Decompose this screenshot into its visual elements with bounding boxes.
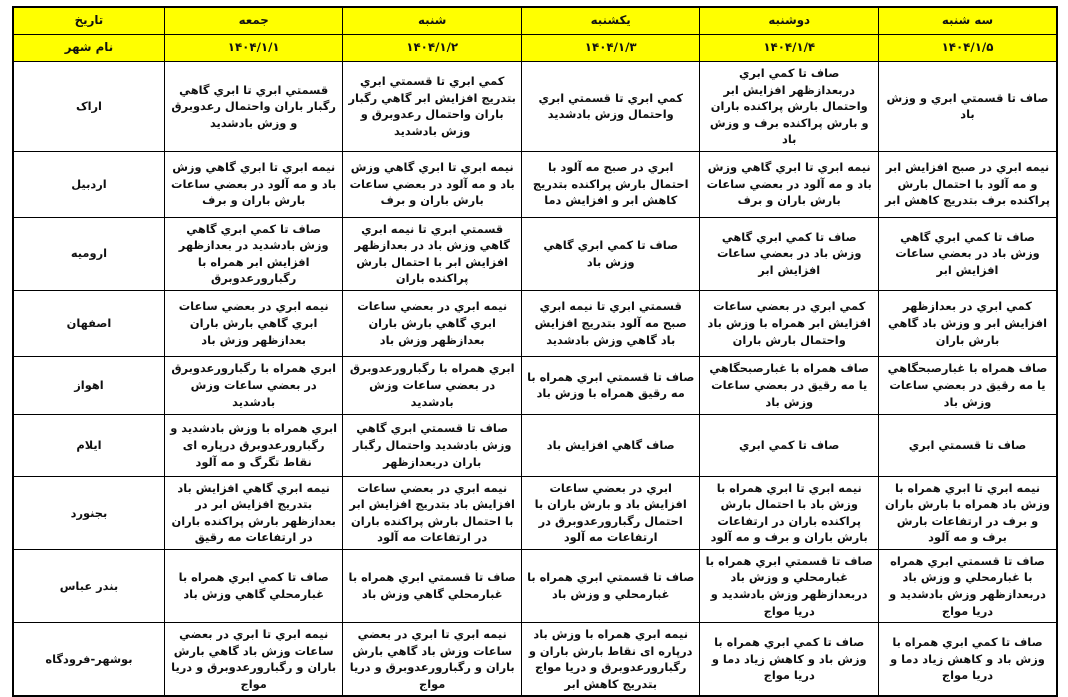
forecast-cell: صاف تا كمي ابري همراه با غبارمحلي گاهي وزش باد: [164, 549, 343, 622]
forecast-cell: صاف تا كمي ابري گاهي وزش باد در بعضي ساعات افزایش ابر: [700, 217, 879, 290]
forecast-cell: صاف همراه با غبارصبحگاهي یا مه رقیق در بعضي ساعات وزش باد: [878, 356, 1057, 414]
forecast-cell: صاف همراه با غبارصبحگاهي یا مه رقیق در بعضي ساعات وزش باد: [700, 356, 879, 414]
forecast-cell: صاف تا قسمتي ابري همراه با غبارمحلي و وزش باد دربعدازظهر وزش بادشدید و دریا مواج: [700, 549, 879, 622]
table-row: [13, 414, 1057, 476]
forecast-cell: كمي ابري در بعضي ساعات افزایش ابر همراه با وزش باد واحتمال بارش باران: [700, 290, 879, 356]
header-date-3: ۱۴۰۴/۱/۲: [343, 35, 522, 62]
city-name-cell: اراک: [13, 62, 164, 152]
forecast-cell: صاف تا قسمتي ابري: [878, 414, 1057, 476]
forecast-cell: صاف تا كمي ابري همراه با وزش باد و كاهش زیاد دما و دریا مواج: [878, 623, 1057, 697]
city-name-cell: ایلام: [13, 414, 164, 476]
city-name-cell: بندر عباس: [13, 549, 164, 622]
forecast-cell: نیمه ابري در صبح افزایش ابر و مه آلود با احتمال بارش پراكنده برف بتدریج كاهش ابر: [878, 151, 1057, 217]
header-day-name-0: سه شنبه: [878, 7, 1057, 35]
table-body: [13, 62, 1057, 697]
table-row: [13, 356, 1057, 414]
table-row: [13, 549, 1057, 622]
forecast-cell: قسمتي ابري تا نیمه ابري صبح مه آلود بتدریج افزایش باد گاهي وزش بادشدید: [521, 290, 700, 356]
forecast-cell: صاف تا كمي ابري همراه با وزش باد و كاهش زیاد دما و دریا مواج: [700, 623, 879, 697]
header-row-day-names: [13, 7, 1057, 35]
header-city-label: نام شهر: [13, 35, 164, 62]
forecast-cell: نیمه ابري در بعضي ساعات ابري گاهي بارش باران بعدازظهر وزش باد: [343, 290, 522, 356]
city-name-cell: اصفهان: [13, 290, 164, 356]
forecast-cell: صاف تا كمي ابري دربعدازظهر افزایش ابر واحتمال بارش پراكنده باران و بارش پراكنده برف و وزش باد: [700, 62, 879, 152]
city-name-cell: بجنورد: [13, 476, 164, 549]
forecast-cell: صاف تا قسمتي ابري همراه با مه رقیق همراه با وزش باد: [521, 356, 700, 414]
forecast-cell: نیمه ابري در بعضي ساعات افزایش باد بتدریج افزایش ابر با احتمال بارش پراكنده باران در ارتفاعات مه آلود: [343, 476, 522, 549]
forecast-cell: نیمه ابري تا ابري در بعضي ساعات وزش باد گاهي بارش باران و رگبارورعدوبرق و دریا مواج: [164, 623, 343, 697]
forecast-cell: نیمه ابري تا ابري همراه با وزش باد با احتمال بارش پراكنده باران در ارتفاعات بارش باران و برف و مه آلود: [700, 476, 879, 549]
forecast-cell: ابري در بعضي ساعات افزایش باد و بارش باران با احتمال رگبارورعدوبرق در ارتفاعات مه آلود: [521, 476, 700, 549]
forecast-cell: ابري همراه با رگبارورعدوبرق در بعضي ساعات وزش بادشدید: [164, 356, 343, 414]
forecast-cell: كمي ابري تا قسمتي ابري واحتمال وزش بادشدید: [521, 62, 700, 152]
city-name-cell: اهواز: [13, 356, 164, 414]
weather-forecast-table: [12, 6, 1058, 697]
forecast-cell: صاف تا قسمتي ابري همراه با غبارمحلي و وزش باد دربعدازظهر وزش بادشدید و دریا مواج: [878, 549, 1057, 622]
header-date-label: تاریخ: [13, 7, 164, 35]
header-day-name-4: جمعه: [164, 7, 343, 35]
forecast-cell: صاف تا كمي ابري: [700, 414, 879, 476]
city-name-cell: ارومیه: [13, 217, 164, 290]
header-day-name-2: یکشنبه: [521, 7, 700, 35]
city-name-cell: اردبیل: [13, 151, 164, 217]
table-row: [13, 290, 1057, 356]
city-name-cell: بوشهر-فرودگاه: [13, 623, 164, 697]
forecast-cell: صاف تا قسمتي ابري همراه با غبارمحلي و وزش باد: [521, 549, 700, 622]
forecast-cell: نیمه ابري تا ابري در بعضي ساعات وزش باد گاهي بارش باران و رگبارورعدوبرق و دریا مواج: [343, 623, 522, 697]
forecast-cell: صاف تا قسمتي ابري همراه با غبارمحلي گاهي وزش باد: [343, 549, 522, 622]
header-date-4: ۱۴۰۴/۱/۱: [164, 35, 343, 62]
table-header: [13, 7, 1057, 62]
forecast-cell: صاف تا كمي ابري گاهي وزش باد: [521, 217, 700, 290]
header-day-name-3: شنبه: [343, 7, 522, 35]
forecast-cell: نیمه ابري تا ابري گاهي وزش باد و مه آلود در بعضي ساعات بارش باران و برف: [164, 151, 343, 217]
header-date-2: ۱۴۰۴/۱/۳: [521, 35, 700, 62]
table-row: [13, 151, 1057, 217]
forecast-cell: صاف گاهي افزایش باد: [521, 414, 700, 476]
forecast-cell: صاف تا قسمتي ابري گاهي وزش بادشدید واحتمال رگبار باران دربعدازظهر: [343, 414, 522, 476]
forecast-cell: صاف تا قسمتي ابري و وزش باد: [878, 62, 1057, 152]
table-row: [13, 623, 1057, 697]
forecast-cell: صاف تا كمي ابري گاهي وزش باد در بعضي ساعات افزایش ابر: [878, 217, 1057, 290]
header-date-0: ۱۴۰۴/۱/۵: [878, 35, 1057, 62]
forecast-cell: نیمه ابري تا ابري همراه با وزش باد همراه با بارش باران و برف در ارتفاعات بارش برف و مه آلود: [878, 476, 1057, 549]
header-row-dates: [13, 35, 1057, 62]
forecast-cell: نیمه ابري همراه با وزش باد درپاره ای نقاط بارش باران و رگبارورعدوبرق و دریا مواج بتدریج كاهش ابر: [521, 623, 700, 697]
header-day-name-1: دوشنبه: [700, 7, 879, 35]
forecast-cell: كمي ابري تا قسمتي ابري بتدریج افزایش ابر گاهي رگبار باران واحتمال رعدوبرق و وزش بادشدید: [343, 62, 522, 152]
forecast-cell: نیمه ابري در بعضي ساعات ابري گاهي بارش باران بعدازظهر وزش باد: [164, 290, 343, 356]
forecast-cell: كمي ابري در بعدازظهر افزایش ابر و وزش باد گاهي بارش باران: [878, 290, 1057, 356]
forecast-cell: نیمه ابري تا ابري گاهي وزش باد و مه آلود در بعضي ساعات بارش باران و برف: [343, 151, 522, 217]
header-date-1: ۱۴۰۴/۱/۴: [700, 35, 879, 62]
forecast-cell: ابري همراه با وزش بادشدید و رگبارورعدوبرق درپاره ای نقاط تگرگ و مه آلود: [164, 414, 343, 476]
forecast-cell: ابري در صبح مه آلود با احتمال بارش پراكنده بتدریج كاهش ابر و افزایش دما: [521, 151, 700, 217]
forecast-cell: نیمه ابري گاهي افزایش باد بتدریج افزایش ابر در بعدازظهر بارش پراكنده باران در ارتفاعات مه رقیق: [164, 476, 343, 549]
forecast-cell: ابري همراه با رگبارورعدوبرق در بعضي ساعات وزش بادشدید: [343, 356, 522, 414]
table-row: [13, 62, 1057, 152]
forecast-cell: قسمتي ابري تا ابري گاهي رگبار باران واحتمال رعدوبرق و وزش بادشدید: [164, 62, 343, 152]
table-row: [13, 476, 1057, 549]
forecast-cell: صاف تا كمي ابري گاهي وزش بادشدید در بعدازظهر افزایش ابر همراه با رگبارورعدوبرق: [164, 217, 343, 290]
table-row: [13, 217, 1057, 290]
forecast-cell: نیمه ابري تا ابري گاهي وزش باد و مه آلود در بعضي ساعات بارش باران و برف: [700, 151, 879, 217]
forecast-cell: قسمتي ابري تا نیمه ابري گاهي وزش باد در بعدازظهر افزایش ابر با احتمال بارش پراكنده باران: [343, 217, 522, 290]
